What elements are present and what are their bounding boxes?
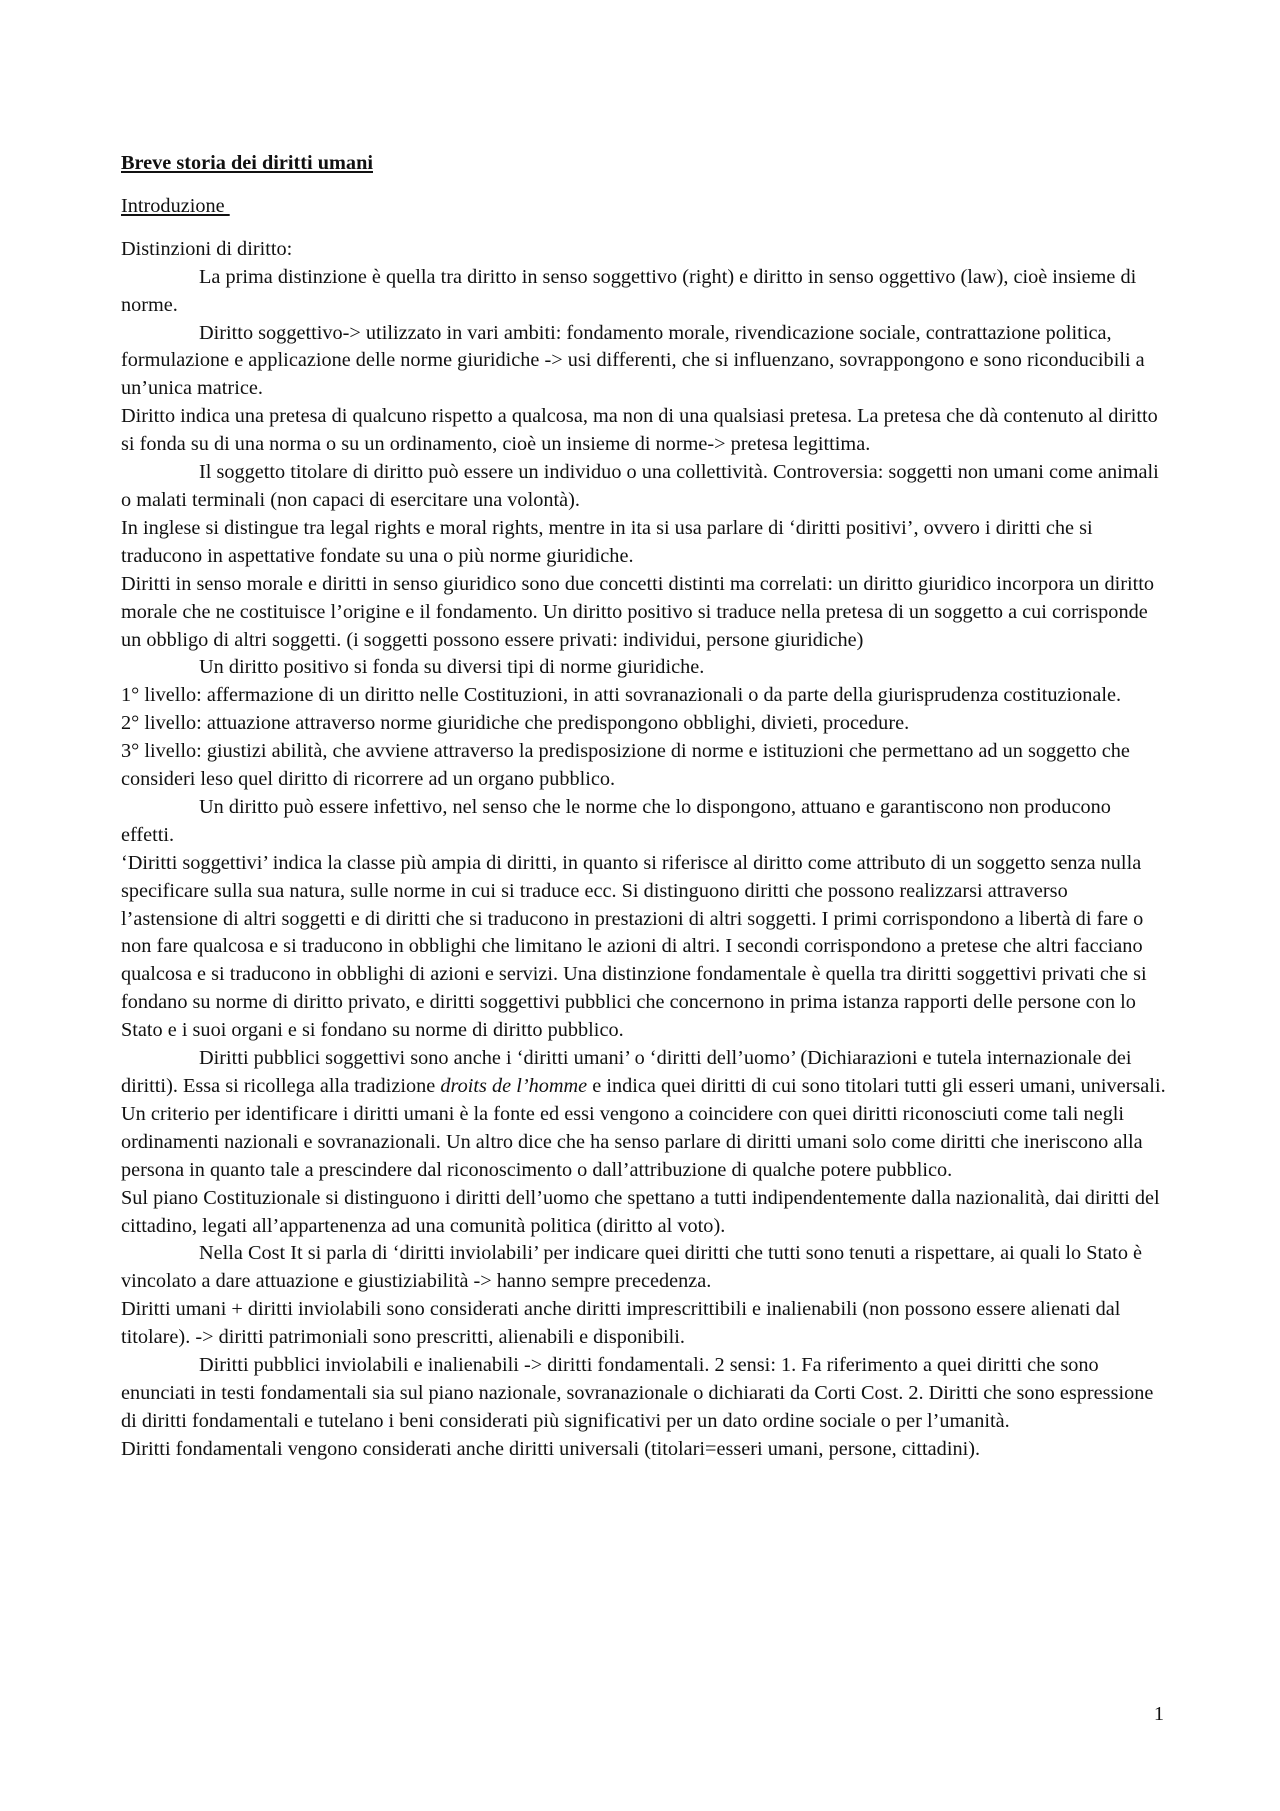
document-title: Breve storia dei diritti umani	[121, 152, 373, 174]
paragraph: Sul piano Costituzionale si distinguono i diritti dell’uomo che spettano a tutti indipendentemente dalla nazionalità, dai diritti del cittadino, legati all’appartenenza ad una comunità politica (diritto al voto).	[121, 1186, 1160, 1237]
paragraph: 1° livello: affermazione di un diritto nelle Costituzioni, in atti sovranazionali o da parte della giurisprudenza costituzionale.	[121, 684, 1122, 707]
paragraph: Diritti in senso morale e diritti in senso giuridico sono due concetti distinti ma correlati: un diritto giuridico incorpora un diritto morale che ne costituisce l’origine e il fondamento. Un diritto positivo si traduce nella pretesa di un soggetto a cui corrisponde un obbligo di altri soggetti. (i soggetti possono essere privati: individui, persone giuridiche)	[121, 572, 1155, 651]
paragraph: Un diritto può essere infettivo, nel senso che le norme che lo dispongono, attuano e garantiscono non producono effetti.	[121, 795, 1111, 846]
italic-phrase: droits de l’homme	[440, 1075, 588, 1097]
paragraph: Diritti pubblici inviolabili e inalienabili -> diritti fondamentali. 2 sensi: 1. Fa riferimento a quei diritti che sono enunciati in testi fondamentali sia sul piano nazionale, sovranazionale o dichiarati da Corti Cost. 2. Diritti che sono espressione di diritti fondamentali e tutelano i beni considerati più significativi per un dato ordine sociale o per l’umanità.	[121, 1354, 1154, 1432]
paragraph: Diritto soggettivo-> utilizzato in vari ambiti: fondamento morale, rivendicazione sociale, contrattazione politica, formulazione e applicazione delle norme giuridiche -> usi differenti, che si influenzano, sovrappongono e sono riconducibili a un’unica matrice.	[121, 321, 1145, 400]
paragraph: In inglese si distingue tra legal rights e moral rights, mentre in ita si usa parlare di ‘diritti positivi’, ovvero i diritti che si traducono in aspettative fondate su una o più norme giuridiche.	[121, 516, 1093, 567]
page-number: 1	[1153, 1703, 1164, 1725]
section-heading: Introduzione	[121, 194, 230, 217]
paragraph: ‘Diritti soggettivi’ indica la classe più ampia di diritti, in quanto si riferisce al diritto come attributo di un soggetto senza nulla specificare sulla sua natura, sulle norme in cui si traduce ecc. Si distinguono diritti che possono realizzarsi attraverso l’astensione di altri soggetti e di diritti che si traducono in prestazioni di altri soggetti. I primi corrispondono a libertà di fare o non fare qualcosa e si traducono in obblighi che limitano le azioni di altri. I secondi corrispondono a pretese che altri facciano qualcosa e si traducono in obblighi di azioni e servizi. Una distinzione fondamentale è quella tra diritti soggettivi privati che si fondano su norme di diritto privato, e diritti soggettivi pubblici che concernono in prima istanza rapporti delle persone con lo Stato e i suoi organi e si fondano su norme di diritto pubblico.	[121, 851, 1147, 1042]
paragraph: La prima distinzione è quella tra diritto in senso soggettivo (right) e diritto in senso oggettivo (law), cioè insieme di norme.	[121, 265, 1137, 316]
paragraph	[121, 1045, 1166, 1185]
paragraph: 3° livello: giustizi abilità, che avviene attraverso la predisposizione di norme e istituzioni che permettano ad un soggetto che consideri leso quel diritto di ricorrere ad un organo pubblico.	[121, 740, 1130, 791]
paragraph: Nella Cost It si parla di ‘diritti inviolabili’ per indicare quei diritti che tutti sono tenuti a rispettare, ai quali lo Stato è vincolato a dare attuazione e giustiziabilità -> hanno sempre precedenza.	[121, 1242, 1143, 1293]
paragraph: Diritto indica una pretesa di qualcuno rispetto a qualcosa, ma non di una qualsiasi pretesa. La pretesa che dà contenuto al diritto si fonda su di una norma o su un ordinamento, cioè un insieme di norme-> pretesa legittima.	[121, 405, 1158, 456]
paragraph-text: Diritti pubblici soggettivi sono anche i ‘diritti umani’ o ‘diritti dell’uomo’ (Dichiarazioni e tutela internazionale dei diritti). Essa si ricollega alla tradizione	[121, 1047, 1132, 1097]
document-body	[121, 150, 1166, 1464]
paragraph: Il soggetto titolare di diritto può essere un individuo o una collettività. Controversia: soggetti non umani come animali o malati terminali (non capaci di esercitare una volontà).	[121, 461, 1159, 511]
paragraph: Diritti fondamentali vengono considerati anche diritti universali (titolari=esseri umani, persone, cittadini).	[121, 1437, 981, 1460]
paragraph: Distinzioni di diritto:	[121, 237, 293, 260]
paragraph: 2° livello: attuazione attraverso norme giuridiche che predispongono obblighi, divieti, procedure.	[121, 712, 910, 735]
paragraph-text: e indica quei diritti di cui sono titolari tutti gli esseri umani, universali. Un criterio per identificare i diritti umani è la fonte ed essi vengono a coincidere con quei diritti riconosciuti come tali negli ordinamenti nazionali e sovranazionali. Un altro dice che ha senso parlare di diritti umani solo come diritti che ineriscono alla persona in quanto tale a prescindere dal riconoscimento o dall’attribuzione di qualche potere pubblico.	[121, 1075, 1166, 1181]
paragraph: Un diritto positivo si fonda su diversi tipi di norme giuridiche.	[199, 656, 705, 679]
paragraph: Diritti umani + diritti inviolabili sono considerati anche diritti imprescrittibili e inalienabili (non possono essere alienati dal titolare). -> diritti patrimoniali sono prescritti, alienabili e disponibili.	[121, 1298, 1121, 1349]
